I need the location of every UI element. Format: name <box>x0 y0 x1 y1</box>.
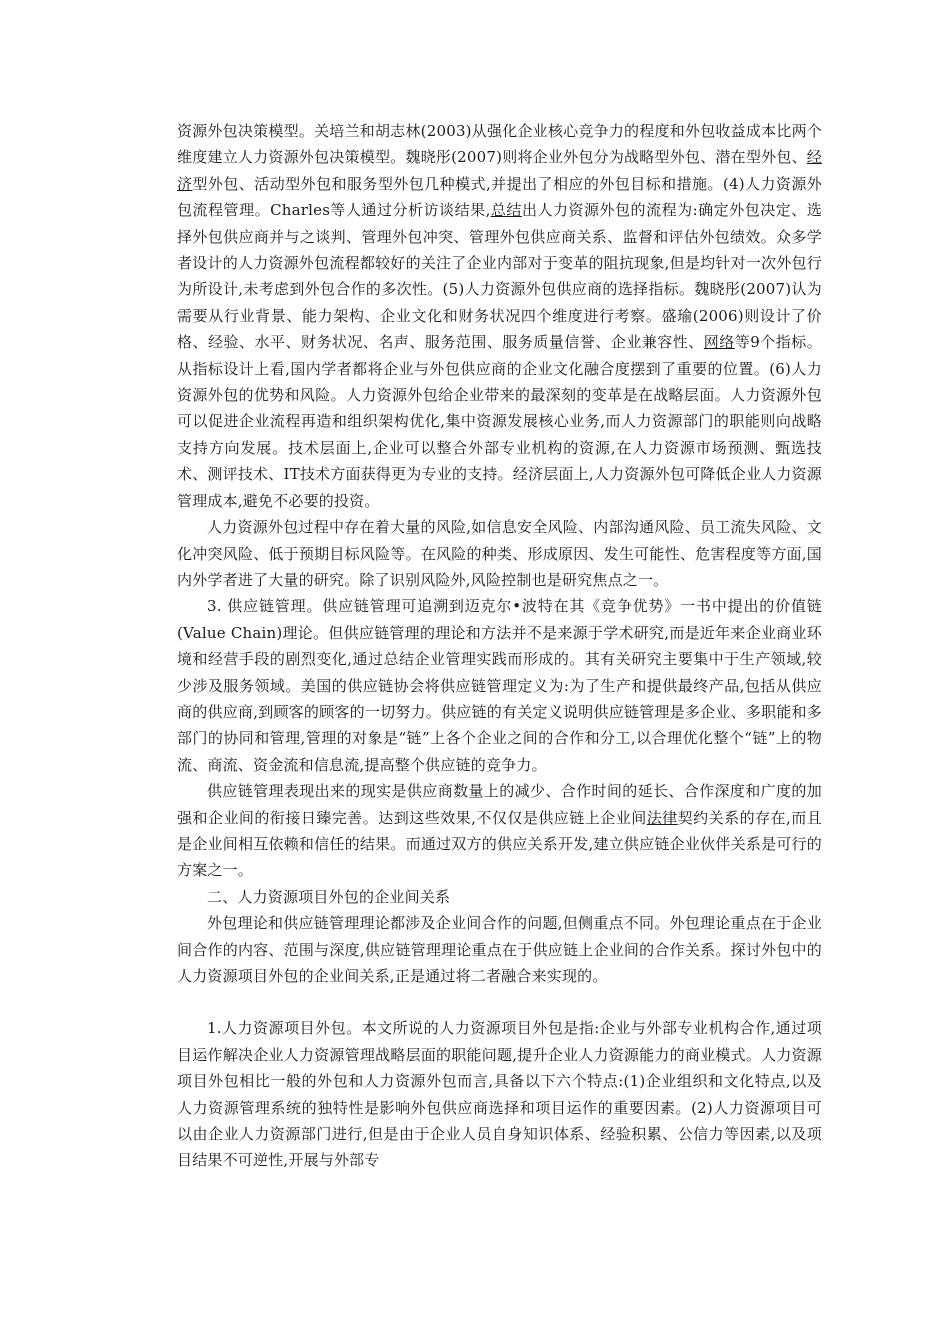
paragraph <box>177 778 822 884</box>
paragraph-text: 供应链管理表现出来的现实是供应商数量上的减少、合作时间的延长、合作深度和广度的加强和企业间的衔接日臻完善。达到这些效果,不仅仅是供应链上企业间 <box>177 782 822 827</box>
paragraph <box>177 118 822 514</box>
inline-link[interactable]: 法律 <box>646 808 678 827</box>
document-body <box>177 118 822 1174</box>
paragraph-text: 等9个指标。从指标设计上看,国内学者都将企业与外包供应商的企业文化融合度摆到了重要的位置。(6)人力资源外包的优势和风险。人力资源外包给企业带来的最深刻的变革是在战略层面。人力资源外包可以促进企业流程再造和组织架构优化,集中资源发展核心业务,而人力资源部门的职能则向战略支持方向发展。技术层面上,企业可以整合外部专业机构的资源,在人力资源市场预测、甄选技术、测评技术、IT技术方面获得更为专业的支持。经济层面上,人力资源外包可降低企业人力资源管理成本,避免不必要的投资。 <box>177 333 822 510</box>
paragraph-text: 出人力资源外包的流程为:确定外包决定、选择外包供应商并与之谈判、管理外包冲突、管理外包供应商关系、监督和评估外包绩效。众多学者设计的人力资源外包流程都较好的关注了企业内部对于变革的阻抗现象,但是均针对一次外包行为所设计,未考虑到外包合作的多次性。(5)人力资源外包供应商的选择指标。魏晓彤(2007)认为需要从行业背景、能力架构、企业文化和财务状况四个维度进行考察。盛瑜(2006)则设计了价格、经验、水平、财务状况、名声、服务范围、服务质量信誉、企业兼容性、 <box>177 201 822 352</box>
paragraph-text: 资源外包决策模型。关培兰和胡志林(2003)从强化企业核心竞争力的程度和外包收益成本比两个维度建立人力资源外包决策模型。魏晓彤(2007)则将企业外包分为战略型外包、潜在型外包、 <box>177 122 822 167</box>
paragraph <box>177 910 822 989</box>
inline-link[interactable]: 总结 <box>490 201 522 220</box>
inline-link[interactable]: 网络 <box>703 333 735 352</box>
paragraph-text: 外包理论和供应链管理理论都涉及企业间合作的问题,但侧重点不同。外包理论重点在于企业间合作的内容、范围与深度,供应链管理理论重点在于供应链上企业间的合作关系。探讨外包中的人力资源项目外包的企业间关系,正是通过将二者融合来实现的。 <box>177 914 822 985</box>
paragraph-gap <box>177 989 822 1015</box>
paragraph <box>177 514 822 593</box>
paragraph-text: 契约关系的存在,而且是企业间相互依赖和信任的结果。而通过双方的供应关系开发,建立供应链企业伙伴关系是可行的方案之一。 <box>177 808 822 880</box>
inline-link[interactable]: 经济 <box>177 148 822 193</box>
paragraph-text: 人力资源外包过程中存在着大量的风险,如信息安全风险、内部沟通风险、员工流失风险、文化冲突风险、低于预期目标风险等。在风险的种类、形成原因、发生可能性、危害程度等方面,国内外学者进了大量的研究。除了识别风险外,风险控制也是研究焦点之一。 <box>177 518 822 589</box>
paragraph-text: 型外包、活动型外包和服务型外包几种模式,并提出了相应的外包目标和措施。(4)人力资源外包流程管理。Charles等人通过分析访谈结果, <box>177 174 822 220</box>
paragraph-text: 1.人力资源项目外包。本文所说的人力资源项目外包是指:企业与外部专业机构合作,通过项目运作解决企业人力资源管理战略层面的职能问题,提升企业人力资源能力的商业模式。人力资源项目外包相比一般的外包和人力资源外包而言,具备以下六个特点:(1)企业组织和文化特点,以及人力资源管理系统的独特性是影响外包供应商选择和项目运作的重要因素。(2)人力资源项目可以由企业人力资源部门进行,但是由于企业人员自身知识体系、经验积累、公信力等因素,以及项目结果不可逆性,开展与外部专 <box>177 1019 822 1170</box>
paragraph <box>177 884 822 910</box>
paragraph <box>177 593 822 778</box>
paragraph <box>177 1015 822 1173</box>
paragraph-text: 3. 供应链管理。供应链管理可追溯到迈克尔•波特在其《竞争优势》一书中提出的价值链(Value Chain)理论。但供应链管理的理论和方法并不是来源于学术研究,而是近年来企业商业环境和经营手段的剧烈变化,通过总结企业管理实践而形成的。其有关研究主要集中于生产领域,较少涉及服务领域。美国的供应链协会将供应链管理定义为:为了生产和提供最终产品,包括从供应商的供应商,到顾客的顾客的一切努力。供应链的有关定义说明供应链管理是多企业、多职能和多部门的协同和管理,管理的对象是“链”上各个企业之间的合作和分工,以合理优化整个“链”上的物流、商流、资金流和信息流,提高整个供应链的竞争力。 <box>177 597 822 774</box>
paragraph-text: 二、人力资源项目外包的企业间关系 <box>207 887 451 906</box>
